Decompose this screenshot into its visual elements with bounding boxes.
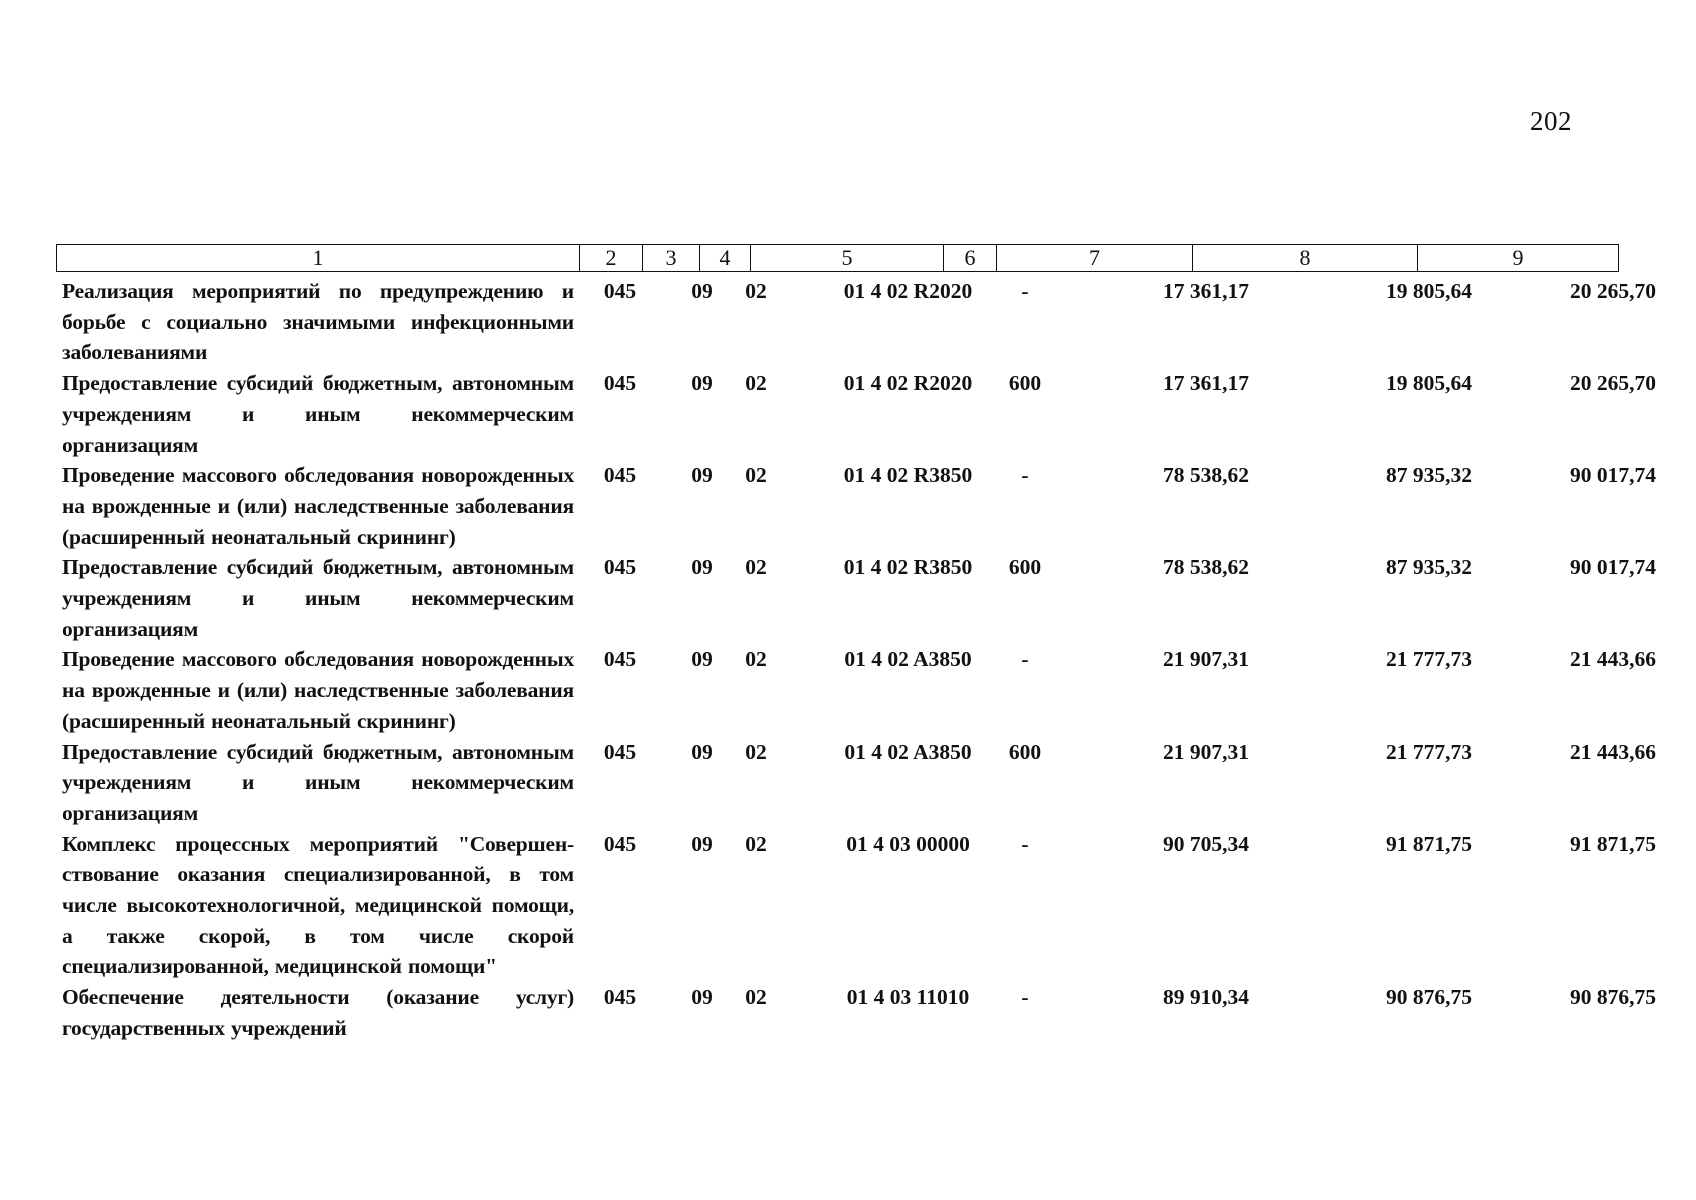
row-col-6: - bbox=[1021, 985, 1029, 1010]
row-col-7: 89 910,34 bbox=[1163, 985, 1249, 1010]
row-col-8: 21 777,73 bbox=[1386, 647, 1472, 672]
row-col-4: 02 bbox=[745, 985, 767, 1010]
row-col-3: 09 bbox=[691, 647, 713, 672]
row-col-7: 17 361,17 bbox=[1163, 279, 1249, 303]
row-col-3: 09 bbox=[691, 555, 713, 580]
row-col-5: 01 4 02 R3850 bbox=[843, 463, 973, 488]
row-col-8: 19 805,64 bbox=[1386, 371, 1472, 396]
row-col-8: 87 935,32 bbox=[1386, 463, 1472, 488]
row-col-5: 01 4 02 R2020 bbox=[843, 279, 973, 303]
row-col-9: 90 017,74 bbox=[1570, 463, 1656, 488]
row-col-7: 21 907,31 bbox=[1163, 739, 1249, 764]
row-col-6: 600 bbox=[1008, 371, 1042, 396]
row-col-9: 90 017,74 bbox=[1570, 555, 1656, 580]
row-col-2: 045 bbox=[603, 739, 637, 764]
row-name: Реализация мероприятий по предупреждению и борьбе с социально значимыми инфекционными заболеваниями bbox=[62, 279, 574, 365]
row-col-9: 20 265,70 bbox=[1570, 371, 1656, 396]
row-col-4: 02 bbox=[745, 555, 767, 580]
row-name: Проведение массового обследования новорожденных на врожденные и (или) наследственные заболевания (расширенный неонатальный скрининг) bbox=[62, 463, 574, 549]
table-row bbox=[56, 460, 1656, 552]
row-col-6: - bbox=[1021, 463, 1029, 488]
row-col-5: 01 4 02 R3850 bbox=[843, 555, 973, 580]
row-name: Проведение массового обследования новорожденных на врожденные и (или) наследственные заболевания (расширенный неонатальный скрининг) bbox=[62, 647, 574, 733]
row-col-2: 045 bbox=[603, 463, 637, 488]
header-col-6: 6 bbox=[944, 245, 997, 272]
row-col-2: 045 bbox=[603, 831, 637, 856]
row-col-4: 02 bbox=[745, 647, 767, 672]
row-col-9: 90 876,75 bbox=[1570, 985, 1656, 1010]
row-col-7: 17 361,17 bbox=[1163, 371, 1249, 396]
row-col-3: 09 bbox=[691, 279, 713, 303]
row-col-9: 91 871,75 bbox=[1570, 831, 1656, 856]
row-col-4: 02 bbox=[745, 279, 767, 303]
row-col-3: 09 bbox=[691, 831, 713, 856]
row-col-5: 01 4 02 R2020 bbox=[843, 371, 973, 396]
row-col-5: 01 4 03 00000 bbox=[846, 831, 970, 856]
row-col-9: 21 443,66 bbox=[1570, 739, 1656, 764]
table-row bbox=[56, 982, 1656, 1043]
row-col-7: 90 705,34 bbox=[1163, 831, 1249, 856]
row-col-4: 02 bbox=[745, 371, 767, 396]
row-col-3: 09 bbox=[691, 371, 713, 396]
row-col-4: 02 bbox=[745, 739, 767, 764]
header-col-3: 3 bbox=[643, 245, 700, 272]
table-row bbox=[56, 276, 1656, 368]
header-col-9: 9 bbox=[1418, 245, 1619, 272]
row-name: Обеспечение деятельности (оказание услуг) государственных учреждений bbox=[62, 985, 574, 1040]
header-col-8: 8 bbox=[1193, 245, 1418, 272]
header-col-4: 4 bbox=[700, 245, 751, 272]
row-col-3: 09 bbox=[691, 463, 713, 488]
row-col-2: 045 bbox=[603, 279, 637, 303]
row-col-5: 01 4 03 11010 bbox=[846, 985, 970, 1010]
row-name: Предоставление субсидий бюджетным, автономным учреждениям и иным некоммерческим организациям bbox=[62, 371, 574, 457]
row-col-9: 20 265,70 bbox=[1570, 279, 1656, 303]
row-col-3: 09 bbox=[691, 739, 713, 764]
row-col-6: 600 bbox=[1008, 555, 1042, 580]
column-number-header bbox=[56, 244, 1619, 272]
row-col-7: 21 907,31 bbox=[1163, 647, 1249, 672]
row-col-2: 045 bbox=[603, 985, 637, 1010]
row-col-9: 21 443,66 bbox=[1570, 647, 1656, 672]
row-col-5: 01 4 02 A3850 bbox=[844, 739, 972, 764]
row-col-3: 09 bbox=[691, 985, 713, 1010]
row-col-8: 91 871,75 bbox=[1386, 831, 1472, 856]
header-col-1: 1 bbox=[57, 245, 580, 272]
table-row bbox=[56, 368, 1656, 460]
row-col-8: 90 876,75 bbox=[1386, 985, 1472, 1010]
row-col-2: 045 bbox=[603, 647, 637, 672]
table-row bbox=[56, 829, 1656, 983]
row-col-2: 045 bbox=[603, 371, 637, 396]
table-row bbox=[56, 552, 1656, 644]
row-col-7: 78 538,62 bbox=[1163, 463, 1249, 488]
row-col-2: 045 bbox=[603, 555, 637, 580]
header-col-7: 7 bbox=[997, 245, 1193, 272]
row-col-8: 87 935,32 bbox=[1386, 555, 1472, 580]
row-col-8: 19 805,64 bbox=[1386, 279, 1472, 303]
row-col-6: - bbox=[1021, 279, 1029, 303]
table-row bbox=[56, 644, 1656, 736]
row-col-7: 78 538,62 bbox=[1163, 555, 1249, 580]
row-name: Предоставление субсидий бюджетным, автономным учреждениям и иным некоммерческим организациям bbox=[62, 555, 574, 641]
row-col-6: 600 bbox=[1008, 739, 1042, 764]
budget-table-body bbox=[56, 276, 1656, 1044]
header-col-2: 2 bbox=[580, 245, 643, 272]
header-col-5: 5 bbox=[751, 245, 944, 272]
row-col-5: 01 4 02 A3850 bbox=[844, 647, 972, 672]
row-col-4: 02 bbox=[745, 463, 767, 488]
row-col-8: 21 777,73 bbox=[1386, 739, 1472, 764]
table-row bbox=[56, 737, 1656, 829]
row-col-6: - bbox=[1021, 647, 1029, 672]
row-col-4: 02 bbox=[745, 831, 767, 856]
row-col-6: - bbox=[1021, 831, 1029, 856]
page-number: 202 bbox=[1530, 106, 1572, 136]
row-name: Комплекс процессных мероприятий "Совершен-ствование оказания специализированной, в том числе высокотехнологичной, медицинской помощи, а также скорой, в том числе скорой специализированной, медицинской помощи" bbox=[62, 831, 574, 979]
row-name: Предоставление субсидий бюджетным, автономным учреждениям и иным некоммерческим организациям bbox=[62, 739, 574, 825]
